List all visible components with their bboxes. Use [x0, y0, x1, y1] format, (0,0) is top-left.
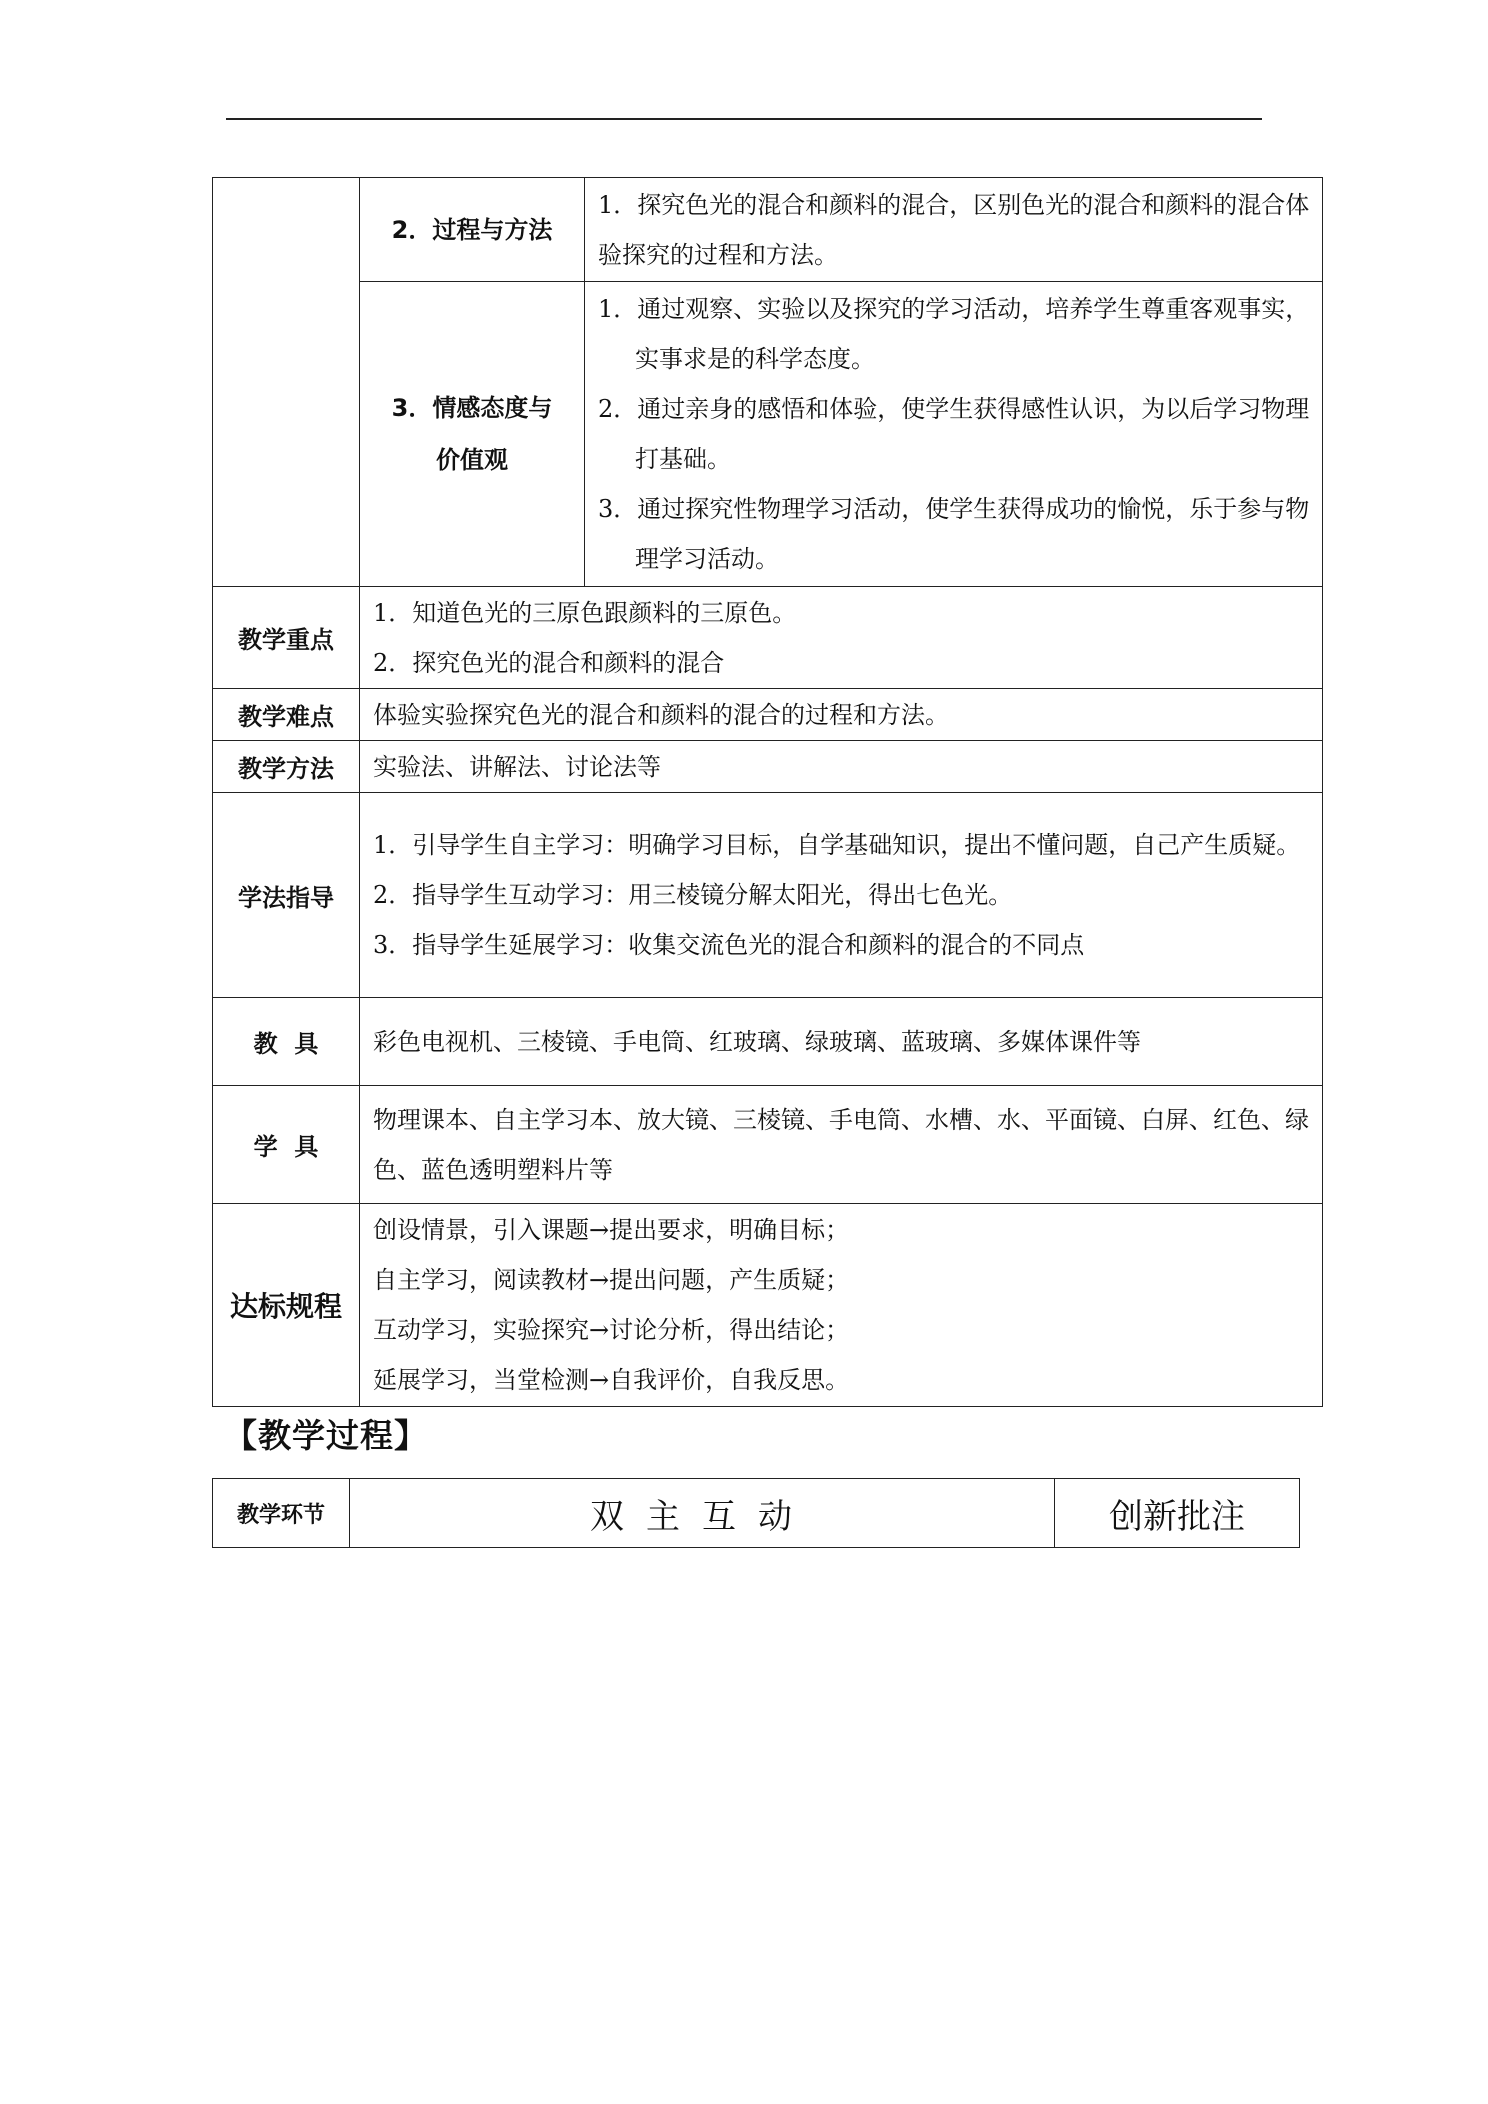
methods-label: 教学方法 — [213, 741, 360, 793]
procedure-label: 达标规程 — [213, 1204, 360, 1407]
list-item: 延展学习，当堂检测→自我评价，自我反思。 — [373, 1366, 850, 1394]
list-item: 1．引导学生自主学习：明确学习目标，自学基础知识，提出不懂问题，自己产生质疑。 — [373, 831, 1301, 859]
teaching-tools-content: 彩色电视机、三棱镜、手电筒、红玻璃、绿玻璃、蓝玻璃、多媒体课件等 — [360, 998, 1323, 1086]
guidance-content — [360, 793, 1323, 998]
list-item: 2．指导学生互动学习：用三棱镜分解太阳光，得出七色光。 — [373, 881, 1013, 909]
section-title: 【教学过程】 — [224, 1416, 428, 1455]
objective-label-attitude — [360, 282, 585, 587]
table-row — [213, 1204, 1323, 1407]
objective-process-content — [585, 178, 1323, 282]
list-item: 互动学习，实验探究→讨论分析，得出结论； — [373, 1316, 850, 1344]
table-row — [213, 282, 1323, 587]
list-item: 3．通过探究性物理学习活动，使学生获得成功的愉悦，乐于参与物理学习活动。 — [598, 495, 1310, 573]
difficulty-label: 教学难点 — [213, 689, 360, 741]
objective-attitude-content — [585, 282, 1323, 587]
list-item: 1．通过观察、实验以及探究的学习活动，培养学生尊重客观事实，实事求是的科学态度。 — [598, 295, 1310, 373]
objectives-label-cell — [213, 178, 360, 587]
header-rule — [226, 118, 1262, 120]
list-item: 1．探究色光的混合和颜料的混合，区别色光的混合和颜料的混合体验探究的过程和方法。 — [598, 190, 1310, 269]
process-col-notes: 创新批注 — [1055, 1479, 1300, 1548]
lesson-plan-table — [212, 177, 1323, 1407]
objective-label-line1: 3．情感态度与 — [391, 394, 553, 422]
objective-label-line2: 价值观 — [436, 446, 508, 474]
list-item: 自主学习，阅读教材→提出问题，产生质疑； — [373, 1266, 850, 1294]
key-points-content — [360, 587, 1323, 689]
list-item: 创设情景，引入课题→提出要求，明确目标； — [373, 1216, 850, 1244]
process-col-interaction: 双主互动 — [350, 1479, 1055, 1548]
difficulty-content: 体验实验探究色光的混合和颜料的混合的过程和方法。 — [360, 689, 1323, 741]
procedure-content — [360, 1204, 1323, 1407]
table-row — [213, 1086, 1323, 1204]
objective-label-process: 2．过程与方法 — [360, 178, 585, 282]
teaching-tools-label: 教 具 — [213, 998, 360, 1086]
process-table — [212, 1478, 1300, 1548]
table-row — [213, 741, 1323, 793]
guidance-label: 学法指导 — [213, 793, 360, 998]
table-row — [213, 793, 1323, 998]
student-tools-label: 学 具 — [213, 1086, 360, 1204]
table-row — [213, 587, 1323, 689]
process-col-stage: 教学环节 — [213, 1479, 350, 1548]
list-item: 3．指导学生延展学习：收集交流色光的混合和颜料的混合的不同点 — [373, 931, 1085, 959]
student-tools-content: 物理课本、自主学习本、放大镜、三棱镜、手电筒、水槽、水、平面镜、白屏、红色、绿色、蓝色透明塑料片等 — [360, 1086, 1323, 1204]
key-points-label: 教学重点 — [213, 587, 360, 689]
table-row — [213, 998, 1323, 1086]
table-row — [213, 178, 1323, 282]
list-item: 1．知道色光的三原色跟颜料的三原色。 — [373, 598, 797, 627]
table-row — [213, 689, 1323, 741]
list-item: 2．探究色光的混合和颜料的混合 — [373, 648, 725, 677]
list-item: 2．通过亲身的感悟和体验，使学生获得感性认识，为以后学习物理打基础。 — [598, 395, 1310, 473]
table-row — [213, 1479, 1300, 1548]
methods-content: 实验法、讲解法、讨论法等 — [360, 741, 1323, 793]
